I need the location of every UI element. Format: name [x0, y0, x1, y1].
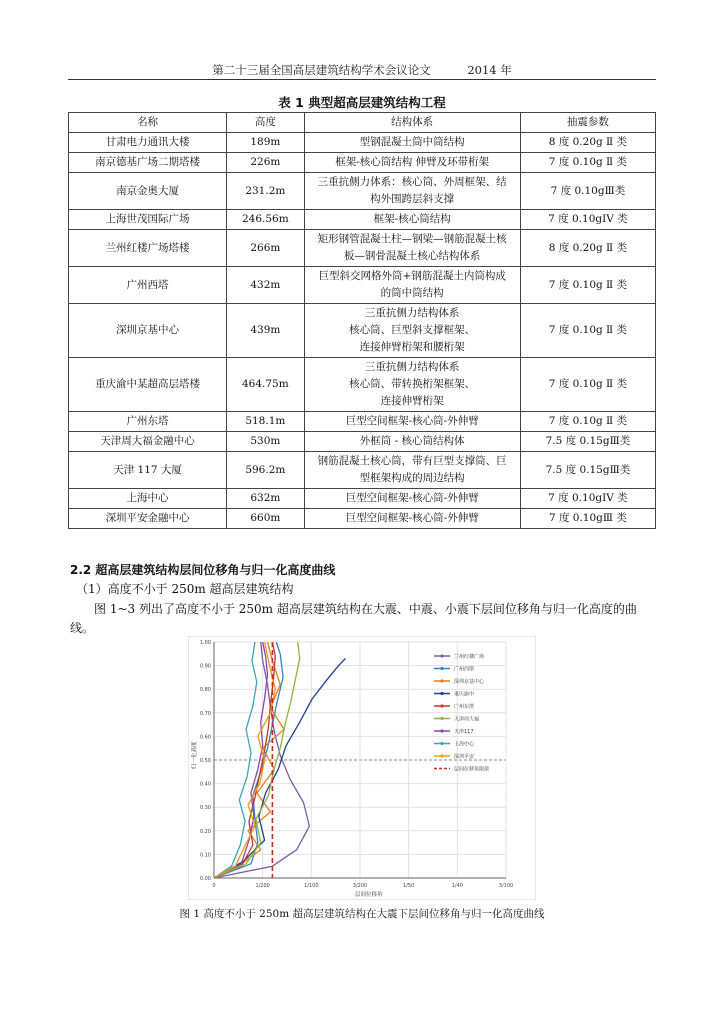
cell-height: 439m [227, 304, 304, 358]
legend-label: 层间位移角限值 [454, 766, 490, 773]
legend-marker [440, 729, 443, 732]
system-line: 钢筋混凝土核心筒，带有巨型支撑筒、巨 [317, 455, 507, 467]
page-header [0, 62, 724, 78]
cell-seismic: 8 度 0.20g Ⅱ 类 [520, 230, 655, 267]
y-tick-label: 0.10 [199, 852, 211, 859]
table-row [69, 133, 656, 153]
cell-name: 深圳平安金融中心 [69, 509, 227, 529]
cell-seismic: 7 度 0.10gIV 类 [520, 210, 655, 230]
x-axis-label: 层间位移角 [355, 892, 383, 898]
cell-height: 231.2m [227, 173, 304, 210]
column-header: 高度 [227, 113, 304, 133]
column-header: 名称 [69, 113, 227, 133]
cell-name: 广州西塔 [69, 267, 227, 304]
system-line: 外框筒 - 核心筒结构体 [359, 435, 465, 447]
cell-height: 518.1m [227, 412, 304, 432]
legend-label: 天津117 [454, 728, 474, 735]
cell-height: 530m [227, 432, 304, 452]
system-line: 三重抗侧力结构体系 [364, 307, 460, 319]
x-tick-label: 1/100 [304, 883, 319, 889]
table-row [69, 210, 656, 230]
x-tick-label: 1/50 [403, 883, 415, 889]
cell-name: 深圳京基中心 [69, 304, 227, 358]
cell-system [304, 210, 520, 230]
legend-marker [440, 679, 443, 682]
cell-seismic: 7 度 0.10g Ⅱ 类 [520, 267, 655, 304]
conference-title: 第二十三届全国高层建筑结构学术会议论文 [212, 63, 431, 77]
cell-name: 上海世茂国际广场 [69, 210, 227, 230]
cell-seismic: 7 度 0.10g Ⅱ 类 [520, 358, 655, 412]
cell-system [304, 153, 520, 173]
y-tick-label: 0.00 [199, 876, 211, 882]
cell-name: 兰州红楼广场塔楼 [69, 230, 227, 267]
cell-name: 重庆渝中某超高层塔楼 [69, 358, 227, 412]
system-line: 连接伸臂桁架 [380, 395, 444, 407]
table-row [69, 230, 656, 267]
table-row [69, 358, 656, 412]
x-tick-label: 0 [212, 883, 216, 889]
cell-system [304, 173, 520, 210]
cell-height: 632m [227, 489, 304, 509]
system-line: 构外围跨层斜支撑 [370, 193, 455, 205]
cell-system [304, 412, 520, 432]
figure-caption: 图 1 高度不小于 250m 超高层建筑结构在大震下层间位移角与归一化高度曲线 [179, 908, 545, 920]
legend-marker [440, 667, 443, 670]
cell-system [304, 304, 520, 358]
drift-chart [188, 636, 536, 900]
y-tick-label: 1.00 [199, 640, 211, 646]
legend-label: 广州东塔 [454, 703, 475, 710]
system-line: 框架-核心筒结构 伸臂及环带桁架 [335, 156, 490, 168]
system-line: 框架-核心筒结构 [373, 213, 451, 225]
system-line: 矩形钢管混凝土柱—钢梁—钢筋混凝土核 [317, 233, 507, 245]
engineering-table [68, 112, 656, 529]
cell-system [304, 358, 520, 412]
y-tick-label: 0.30 [199, 805, 211, 812]
cell-height: 226m [227, 153, 304, 173]
cell-height: 660m [227, 509, 304, 529]
legend-marker [440, 692, 443, 695]
legend-marker [440, 754, 443, 757]
legend-marker [440, 717, 443, 720]
cell-name: 天津 117 大厦 [69, 452, 227, 489]
cell-name: 天津周大福金融中心 [69, 432, 227, 452]
system-line: 巨型斜交网格外筒+钢筋混凝土内筒构成 [318, 270, 506, 282]
table-row [69, 412, 656, 432]
table-body [69, 133, 656, 529]
x-tick-label: 1/40 [451, 883, 463, 889]
header-rule [68, 79, 656, 80]
table-row [69, 267, 656, 304]
table-row [69, 432, 656, 452]
cell-name: 南京德基广场二期塔楼 [69, 153, 227, 173]
legend-marker [440, 704, 443, 707]
legend-label: 深圳京基中心 [454, 678, 485, 685]
system-line: 型钢混凝土筒中筒结构 [359, 136, 465, 148]
legend-label: 重庆渝中 [454, 691, 475, 698]
y-tick-label: 0.60 [199, 734, 211, 741]
section-subheading: （1）高度不小于 250m 超高层建筑结构 [76, 582, 294, 596]
cell-name: 南京金奥大厦 [69, 173, 227, 210]
cell-system [304, 452, 520, 489]
legend-marker [440, 742, 443, 745]
table-row [69, 509, 656, 529]
table-header-row [69, 113, 656, 133]
cell-height: 464.75m [227, 358, 304, 412]
x-tick-label: 3/100 [498, 883, 514, 889]
cell-system [304, 432, 520, 452]
table-row [69, 452, 656, 489]
cell-height: 189m [227, 133, 304, 153]
system-line: 的筒中筒结构 [380, 287, 444, 299]
cell-height: 266m [227, 230, 304, 267]
y-tick-label: 0.50 [199, 758, 211, 764]
column-header: 结构体系 [304, 113, 520, 133]
cell-system [304, 267, 520, 304]
system-line: 巨型空间框架-核心筒-外伸臂 [345, 512, 479, 524]
cell-system [304, 230, 520, 267]
cell-system [304, 509, 520, 529]
cell-seismic: 7 度 0.10g Ⅱ 类 [520, 412, 655, 432]
system-line: 连接伸臂桁架和腰桁架 [359, 341, 465, 353]
legend-label: 深圳平安 [454, 753, 475, 760]
cell-seismic: 7 度 0.10gIV 类 [520, 489, 655, 509]
y-tick-label: 0.20 [199, 828, 211, 835]
cell-name: 甘肃电力通讯大楼 [69, 133, 227, 153]
legend-label: 兰州红楼广场 [454, 653, 485, 660]
table-row [69, 173, 656, 210]
legend-marker [440, 654, 443, 657]
cell-seismic: 7.5 度 0.15gⅢ类 [520, 452, 655, 489]
x-tick-label: 3/200 [352, 883, 368, 889]
system-line: 三重抗侧力结构体系 [364, 361, 460, 373]
cell-height: 246.56m [227, 210, 304, 230]
cell-name: 广州东塔 [69, 412, 227, 432]
table-row [69, 304, 656, 358]
cell-height: 432m [227, 267, 304, 304]
y-tick-label: 0.90 [199, 663, 211, 670]
y-axis-label: 归一化高度 [192, 741, 198, 770]
system-line: 核心筒、巨型斜支撑框架、 [349, 324, 476, 336]
section-heading: 2.2 超高层建筑结构层间位移角与归一化高度曲线 [70, 563, 336, 577]
cell-seismic: 7 度 0.10g Ⅱ 类 [520, 153, 655, 173]
cell-seismic: 8 度 0.20g Ⅱ 类 [520, 133, 655, 153]
system-line: 三重抗侧力体系：核心筒、外周框架、结 [317, 176, 507, 188]
cell-seismic: 7.5 度 0.15gⅢ类 [520, 432, 655, 452]
legend-label: 天津周大福 [454, 716, 480, 723]
cell-height: 596.2m [227, 452, 304, 489]
table-row [69, 153, 656, 173]
legend-label: 上海中心 [454, 741, 475, 748]
system-line: 巨型空间框架-核心筒-外伸臂 [345, 415, 479, 427]
system-line: 板—钢骨混凝土核心结构体系 [343, 250, 481, 262]
cell-seismic: 7 度 0.10gⅢ 类 [520, 509, 655, 529]
body-paragraph: 图 1~3 列出了高度不小于 250m 超高层建筑结构在大震、中震、小震下层间位移角与归一化高度的曲线。 [70, 602, 637, 635]
y-tick-label: 0.70 [199, 710, 211, 717]
cell-system [304, 133, 520, 153]
cell-system [304, 489, 520, 509]
y-tick-label: 0.40 [199, 781, 211, 788]
legend-label: 广州西塔 [454, 666, 475, 673]
y-tick-label: 0.80 [199, 687, 211, 694]
cell-seismic: 7 度 0.10gⅢ类 [520, 173, 655, 210]
cell-seismic: 7 度 0.10g Ⅱ 类 [520, 304, 655, 358]
cell-name: 上海中心 [69, 489, 227, 509]
table-row [69, 489, 656, 509]
column-header: 抽震参数 [520, 113, 655, 133]
table-title: 表 1 典型超高层建筑结构工程 [278, 95, 446, 110]
conference-year: 2014 年 [467, 63, 512, 77]
system-line: 巨型空间框架-核心筒-外伸臂 [345, 492, 479, 504]
system-line: 型框架构成的周边结构 [359, 472, 465, 484]
x-tick-label: 1/200 [255, 883, 270, 889]
figure-1 [188, 636, 536, 900]
system-line: 核心筒、带转换桁架框架、 [349, 378, 476, 390]
